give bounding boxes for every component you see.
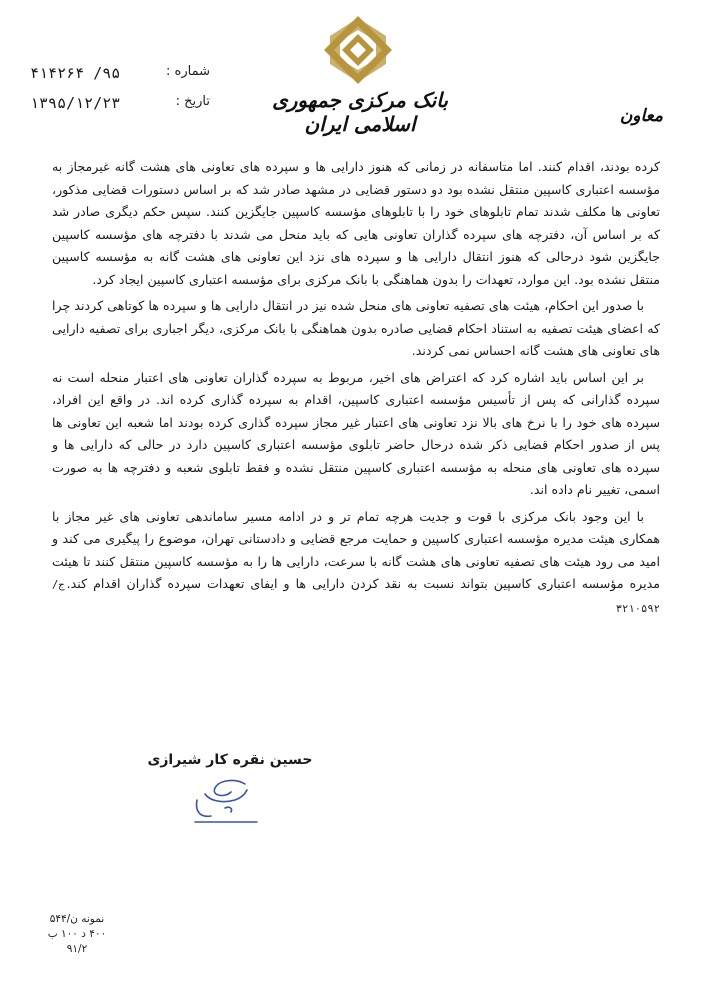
- form-code-line: ۴۰۰ د ۱۰۰ ب: [47, 928, 107, 940]
- form-code: [42, 912, 112, 957]
- form-code-line: ۹۱/۲: [66, 943, 88, 955]
- body-paragraph-last: [52, 506, 660, 621]
- letter-date-label: تاریخ :: [175, 94, 210, 109]
- letter-date-value: ۱۳۹۵/۱۲/۲۳: [30, 94, 121, 112]
- reference-note: ج/۳۲۱۰۵۹۲: [52, 579, 660, 615]
- bank-name: بانک مرکزی جمهوری اسلامی ایران: [272, 88, 448, 136]
- letter-date-row: [30, 94, 210, 118]
- body-paragraph: با صدور این احکام، هیئت های تصفیه تعاونی های منحل شده نیز در انتقال دارایی ها و سپرده ها کوتاهی کردند چرا که اعضای هیئت تصفیه به استناد احکام قضایی صادره بدون هماهنگی با بانک مرکزی، دیگر اجباری برای تصفیه دارایی های تعاونی های هشت گانه احساس نمی کردند.: [52, 298, 660, 358]
- signer-name: حسین نقره کار شیرازی: [147, 752, 313, 768]
- body-paragraph: کرده بودند، اقدام کنند. اما متاسفانه در زمانی که هنوز دارایی ها و سپرده های تعاونی های هشت گانه غیرمجاز به مؤسسه اعتباری کاسپین منتقل نشده بود دو دستور قضایی در مشهد صادر شد که بر اساس دستورات قضایی مذکور، تعاونی ها مکلف شدند تمام تابلوهای خود را با تابلوهای مؤسسه کاسپین جایگزین کنند. سپس حکم دیگری صادر شد که بر اساس آن، دفترچه های سپرده گذاران تعاونی هایی که باید منحل می شدند با دفترچه های مؤسسه کاسپین جایگزین شود درحالی که هنوز انتقال دارایی ها و سپرده های نزد این تعاونی های هشت گانه به مؤسسه کاسپین منتقل نشده بود. این موارد، تعهدات را بدون هماهنگی با بانک مرکزی برای مؤسسه اعتباری کاسپین ایجاد کرد.: [52, 159, 660, 287]
- letter-number-value: ۹۵/ ۴۱۴۲۶۴: [30, 64, 121, 82]
- letter-number-row: [30, 64, 210, 88]
- letter-number-label: شماره :: [166, 64, 210, 79]
- handwritten-signature: [175, 770, 265, 830]
- body-paragraph: بر این اساس باید اشاره کرد که اعتراض های اخیر، مربوط به سپرده گذاران تعاونی های اعتبار منحله است نه سپرده گذارانی که پس از تأسیس مؤسسه اعتباری کاسپین، اقدام به سپرده گذاری کرده اند. در واقع این افراد، سپرده های خود را با نرخ های بالا نزد تعاونی های اعتبار غیر مجاز سپرده گذاری کرده بودند اما شعبه این تعاونی ها پس از صدور احکام قضایی ذکر شده درحال حاضر تابلوی مؤسسه اعتباری کاسپین دارد در حالی که دارایی ها و سپرده های تعاونی های منحله به مؤسسه اعتباری کاسپین منتقل نشده و فقط تابلوی شعبه و دفترچه ها به صورت اسمی، تغییر نام داده اند.: [52, 369, 660, 497]
- form-code-line: نمونه ن/۵۴۴: [49, 913, 105, 925]
- central-bank-emblem-icon: [322, 14, 394, 86]
- body-paragraph-text: با این وجود بانک مرکزی با قوت و جدیت هرچه تمام تر و در ادامه مسیر ساماندهی تعاونی های غیر مجاز با همکاری هیئت مدیره مؤسسه اعتباری کاسپین و حمایت مرجع قضایی و دادستانی تهران، موضوع را پیگیری می کند و امید می رود هیئت های تصفیه تعاونی های هشت گانه با سرعت، دارایی ها را به مؤسسه کاسپین منتقل کنند تا هیئت مدیره مؤسسه اعتباری کاسپین بتواند نسبت به نقد کردن دارایی ها و ایفای تعهدات سپرده گذاران اقدام کند.: [52, 508, 660, 591]
- letter-body: [52, 156, 660, 624]
- letter-title: معاون: [619, 106, 663, 126]
